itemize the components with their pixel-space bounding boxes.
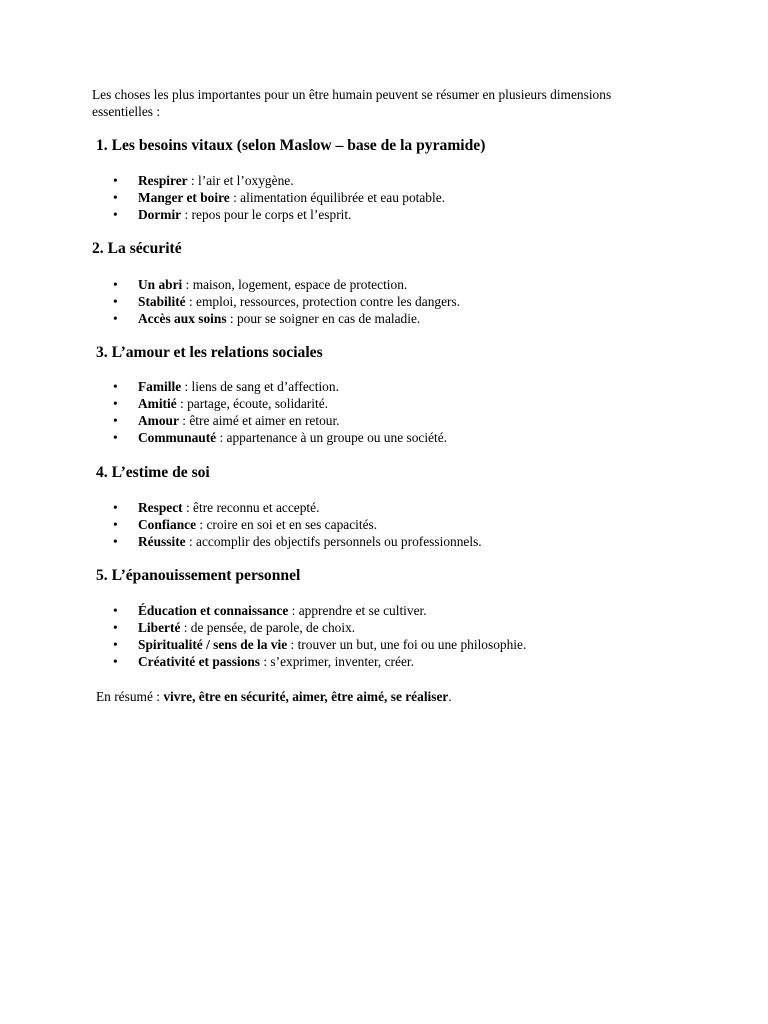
item-text: : apprendre et se cultiver. bbox=[288, 603, 427, 618]
item-text: : maison, logement, espace de protection. bbox=[182, 277, 408, 292]
section-4-list bbox=[110, 499, 482, 550]
section-2-list bbox=[110, 276, 460, 327]
bullet-icon: • bbox=[113, 294, 118, 309]
section-5-list bbox=[110, 602, 526, 670]
item-text: : accomplir des objectifs personnels ou professionnels. bbox=[185, 534, 482, 549]
bullet-icon: • bbox=[113, 620, 118, 635]
list-item bbox=[110, 378, 447, 395]
item-text: : liens de sang et d’affection. bbox=[181, 379, 339, 394]
list-item bbox=[110, 310, 460, 327]
item-term: Stabilité bbox=[138, 294, 186, 309]
item-text: : s’exprimer, inventer, créer. bbox=[260, 654, 414, 669]
summary-prefix: En résumé : bbox=[96, 689, 164, 704]
list-item bbox=[110, 395, 447, 412]
bullet-icon: • bbox=[113, 534, 118, 549]
item-term: Confiance bbox=[138, 517, 197, 532]
item-text: : repos pour le corps et l’esprit. bbox=[181, 207, 352, 222]
bullet-icon: • bbox=[113, 603, 118, 618]
list-item bbox=[110, 653, 526, 670]
bullet-icon: • bbox=[113, 207, 118, 222]
summary-emphasis: vivre, être en sécurité, aimer, être aimé, se réaliser bbox=[163, 689, 449, 704]
item-term: Respect bbox=[138, 500, 183, 515]
item-text: : alimentation équilibrée et eau potable. bbox=[229, 190, 446, 205]
section-3-list bbox=[110, 378, 447, 446]
list-item bbox=[110, 293, 460, 310]
item-text: : croire en soi et en ses capacités. bbox=[196, 517, 378, 532]
bullet-icon: • bbox=[113, 173, 118, 188]
item-term: Accès aux soins bbox=[138, 311, 227, 326]
bullet-icon: • bbox=[113, 379, 118, 394]
section-1-list bbox=[110, 172, 445, 223]
intro-paragraph: Les choses les plus importantes pour un être humain peuvent se résumer en plusieurs dimensions essentielles : bbox=[92, 87, 612, 119]
list-item bbox=[110, 429, 447, 446]
item-term: Un abri bbox=[138, 277, 183, 292]
section-2-heading: 2. La sécurité bbox=[92, 240, 182, 257]
bullet-icon: • bbox=[113, 654, 118, 669]
section-5-heading: 5. L’épanouissement personnel bbox=[96, 567, 301, 584]
list-item bbox=[110, 412, 447, 429]
bullet-icon: • bbox=[113, 413, 118, 428]
item-text: : partage, écoute, solidarité. bbox=[176, 396, 328, 411]
summary-paragraph bbox=[96, 688, 452, 705]
item-term: Spiritualité / sens de la vie bbox=[138, 637, 288, 652]
bullet-icon: • bbox=[113, 277, 118, 292]
list-item bbox=[110, 636, 526, 653]
section-3-heading: 3. L’amour et les relations sociales bbox=[96, 344, 323, 361]
item-term: Réussite bbox=[138, 534, 186, 549]
item-term: Éducation et connaissance bbox=[138, 603, 289, 618]
item-text: : emploi, ressources, protection contre les dangers. bbox=[185, 294, 461, 309]
list-item bbox=[110, 206, 445, 223]
item-text: : l’air et l’oxygène. bbox=[187, 173, 294, 188]
item-term: Communauté bbox=[138, 430, 217, 445]
section-1-heading: 1. Les besoins vitaux (selon Maslow – base de la pyramide) bbox=[96, 137, 486, 154]
list-item bbox=[110, 602, 526, 619]
item-term: Liberté bbox=[138, 620, 181, 635]
list-item bbox=[110, 189, 445, 206]
item-term: Dormir bbox=[138, 207, 182, 222]
item-text: : pour se soigner en cas de maladie. bbox=[226, 311, 421, 326]
list-item bbox=[110, 619, 526, 636]
item-text: : trouver un but, une foi ou une philosophie. bbox=[287, 637, 527, 652]
list-item bbox=[110, 276, 460, 293]
item-term: Amitié bbox=[138, 396, 177, 411]
bullet-icon: • bbox=[113, 190, 118, 205]
item-term: Manger et boire bbox=[138, 190, 230, 205]
bullet-icon: • bbox=[113, 396, 118, 411]
list-item bbox=[110, 533, 482, 550]
list-item bbox=[110, 172, 445, 189]
item-text: : de pensée, de parole, de choix. bbox=[180, 620, 356, 635]
section-4-heading: 4. L’estime de soi bbox=[96, 464, 210, 481]
item-text: : appartenance à un groupe ou une société. bbox=[216, 430, 448, 445]
bullet-icon: • bbox=[113, 637, 118, 652]
list-item bbox=[110, 516, 482, 533]
bullet-icon: • bbox=[113, 517, 118, 532]
item-term: Amour bbox=[138, 413, 179, 428]
bullet-icon: • bbox=[113, 311, 118, 326]
bullet-icon: • bbox=[113, 430, 118, 445]
item-text: : être reconnu et accepté. bbox=[182, 500, 320, 515]
bullet-icon: • bbox=[113, 500, 118, 515]
item-term: Respirer bbox=[138, 173, 188, 188]
item-term: Famille bbox=[138, 379, 182, 394]
list-item bbox=[110, 499, 482, 516]
item-text: : être aimé et aimer en retour. bbox=[178, 413, 340, 428]
item-term: Créativité et passions bbox=[138, 654, 260, 669]
summary-suffix: . bbox=[448, 689, 452, 704]
